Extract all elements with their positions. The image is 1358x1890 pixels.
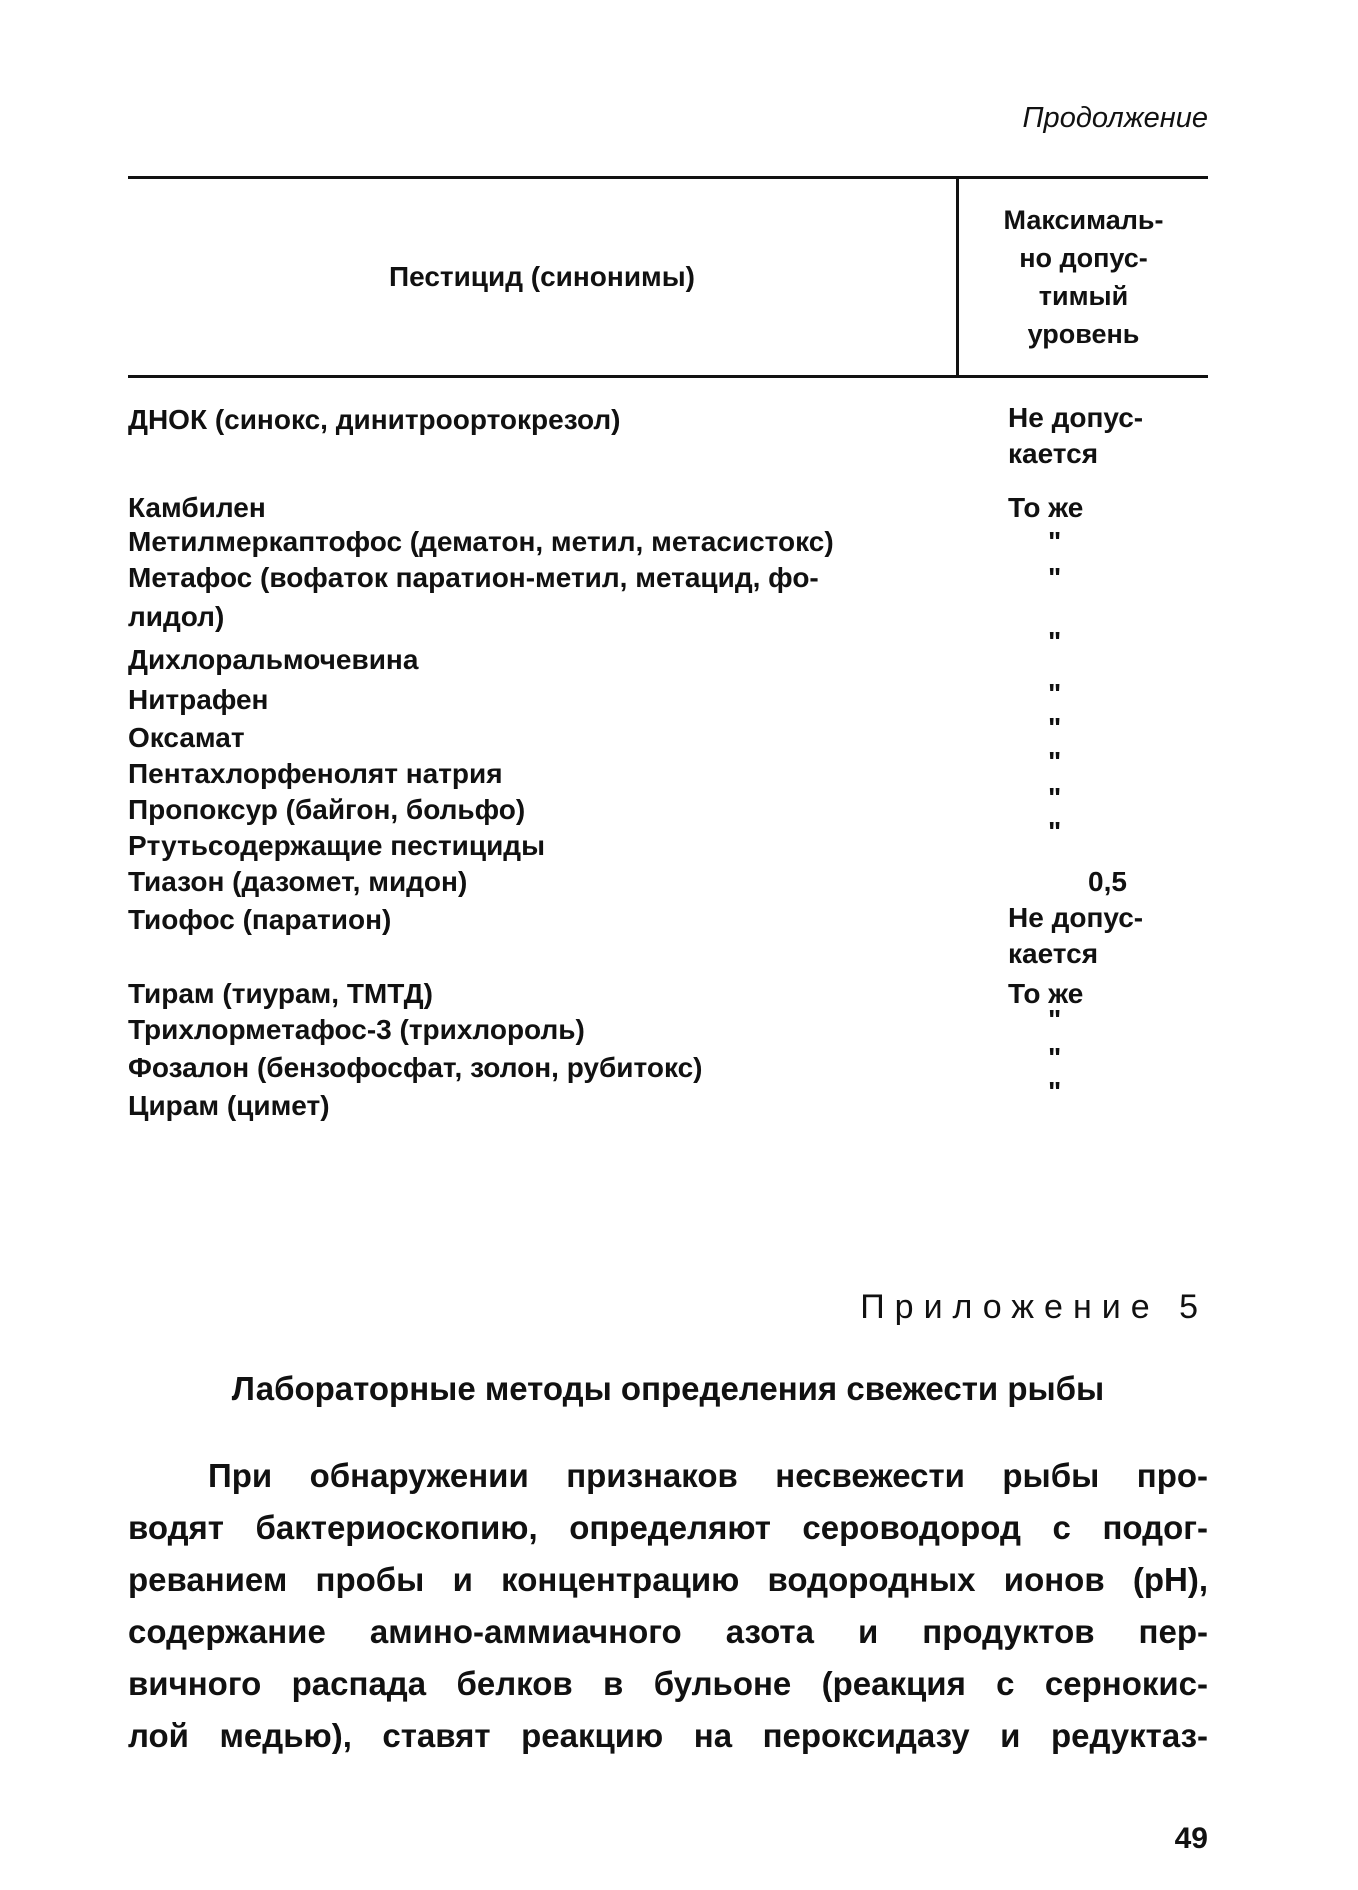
pesticide-name: Метилмеркаптофос (дематон, метил, метасистокс) <box>128 526 834 557</box>
max-level-value: " <box>1048 712 1062 743</box>
paragraph-line: вичного распада белков в бульоне (реакция с сернокис- <box>128 1665 1208 1702</box>
section-title: Лабораторные методы определения свежести рыбы <box>231 1370 1105 1407</box>
max-level-value: Не допус- кается <box>1008 402 1144 469</box>
pesticide-name: Ртутьсодержащие пестициды <box>128 830 545 861</box>
pesticide-name: Тиофос (паратион) <box>128 904 392 935</box>
max-level-value: " <box>1048 526 1062 557</box>
pesticide-name: Пентахлорфенолят натрия <box>128 758 503 789</box>
column-header-max-level: Максималь- но допус- тимый уровень <box>1003 205 1164 349</box>
table-row <box>128 862 1208 900</box>
pesticide-name: Фозалон (бензофосфат, золон, рубитокс) <box>128 1052 703 1083</box>
table-row <box>128 522 1208 558</box>
continuation-label: Продолжение <box>1022 102 1208 134</box>
pesticide-name: Оксамат <box>128 722 245 753</box>
table-row <box>128 816 1208 862</box>
max-level-value: 0,5 <box>1088 866 1127 897</box>
pesticide-name: Тиазон (дазомет, мидон) <box>128 866 468 897</box>
paragraph-line: лой медью), ставят реакцию на пероксидазу и редуктаз- <box>128 1717 1208 1754</box>
table-row <box>128 400 1208 488</box>
appendix-label: Приложение 5 <box>860 1288 1208 1326</box>
table-header <box>128 176 1208 378</box>
paragraph-line: содержание амино-аммиачного азота и продуктов пер- <box>128 1613 1208 1650</box>
max-level-value: " <box>1048 626 1062 657</box>
max-level-value: " <box>1048 816 1062 847</box>
pesticide-name: Трихлорметафос-3 (трихлороль) <box>128 1014 585 1045</box>
max-level-value: Не допус- кается <box>1008 902 1144 969</box>
max-level-value: То же <box>1008 492 1084 523</box>
max-level-value: " <box>1048 562 1062 593</box>
paragraph-line: реванием пробы и концентрацию водородных ионов (рН), <box>128 1561 1208 1598</box>
paragraph-line: При обнаружении признаков несвежести рыбы про- <box>208 1457 1208 1494</box>
pesticide-name: Дихлоральмочевина <box>128 644 419 675</box>
pesticide-name: ДНОК (синокс, динитроортокрезол) <box>128 404 621 435</box>
table-body <box>128 400 1208 1124</box>
max-level-value: То же <box>1008 978 1084 1009</box>
paragraph-line: водят бактериоскопию, определяют сероводород с подог- <box>128 1509 1208 1546</box>
body-paragraph <box>128 1450 1208 1762</box>
pesticide-name: Нитрафен <box>128 684 269 715</box>
table-row <box>128 900 1208 974</box>
table-row <box>128 1076 1208 1124</box>
max-level-value: " <box>1048 746 1062 777</box>
pesticide-name: Камбилен <box>128 492 266 523</box>
table-row <box>128 488 1208 522</box>
pesticide-name: Пропоксур (байгон, больфо) <box>128 794 526 825</box>
page-number: 49 <box>1174 1822 1208 1855</box>
pesticide-name: Метафос (вофаток паратион-метил, метацид, фо- лидол) <box>128 562 819 632</box>
max-level-value: " <box>1048 1042 1062 1073</box>
max-level-value: " <box>1048 678 1062 709</box>
max-level-value: " <box>1048 782 1062 813</box>
max-level-value: " <box>1048 1004 1062 1035</box>
pesticide-name: Тирам (тиурам, ТМТД) <box>128 978 433 1009</box>
column-header-pesticide: Пестицид (синонимы) <box>128 179 959 375</box>
max-level-value: " <box>1048 1076 1062 1107</box>
pesticide-name: Цирам (цимет) <box>128 1090 330 1121</box>
